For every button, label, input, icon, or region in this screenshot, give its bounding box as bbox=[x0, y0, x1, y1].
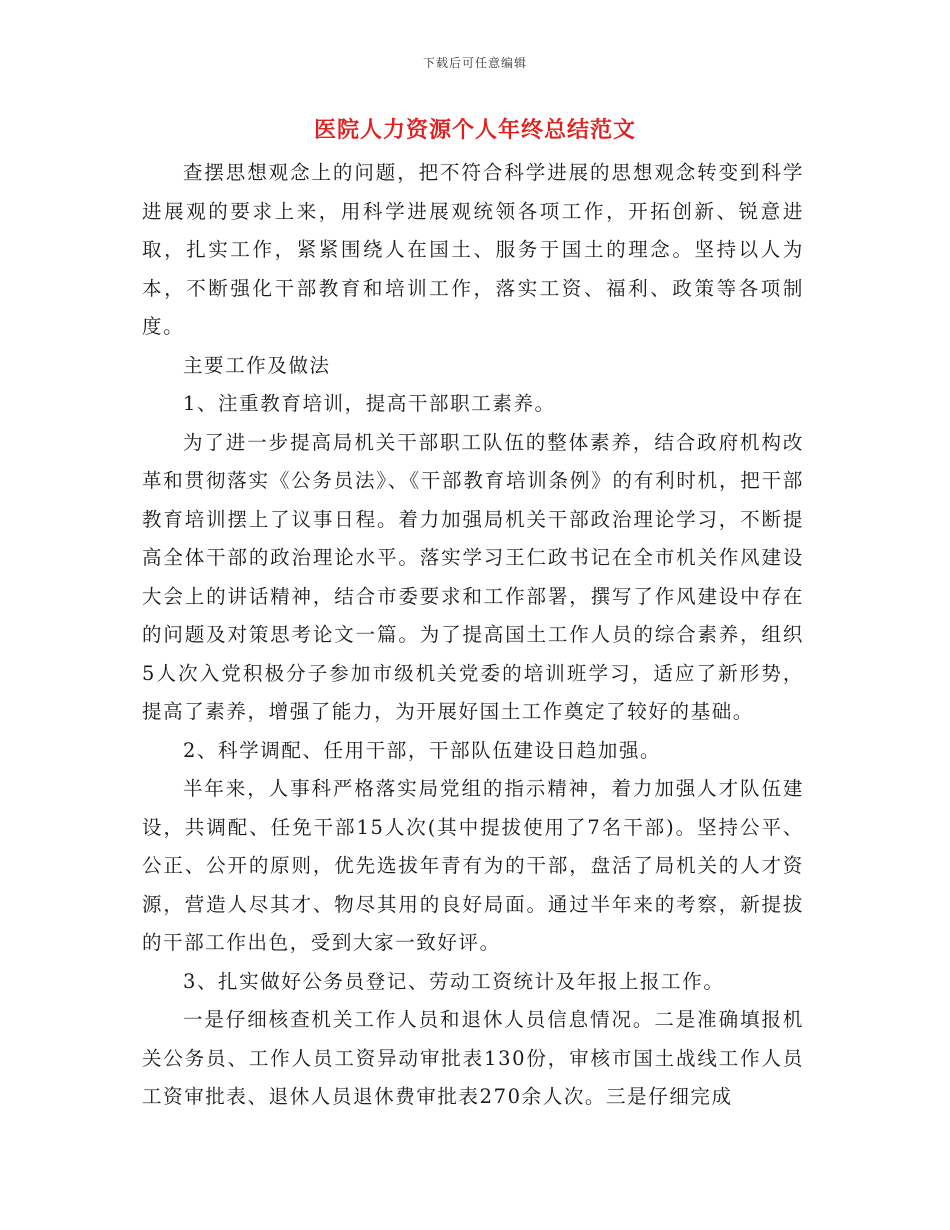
paragraph: 一是仔细核查机关工作人员和退休人员信息情况。二是准确填报机关公务员、工作人员工资异动审批表130份，审核市国土战线工作人员工资审批表、退休人员退休费审批表270余人次。三是仔细完成 bbox=[142, 1008, 804, 1108]
section-heading: 主要工作及做法 bbox=[182, 353, 331, 377]
header-note: 下载后可任意编辑 bbox=[422, 56, 527, 70]
subsection-heading: 1、注重教育培训，提高干部职工素养。 bbox=[182, 392, 556, 415]
document-title: 医院人力资源个人年终总结范文 bbox=[313, 117, 636, 143]
paragraph: 查摆思想观念上的问题，把不符合科学进展的思想观念转变到科学进展观的要求上来，用科学进展观统领各项工作，开拓创新、锐意进取，扎实工作，紧紧围绕人在国土、服务于国土的理念。坚持以人为本，不断强化干部教育和培训工作，落实工资、福利、政策等各项制度。 bbox=[142, 161, 804, 338]
subsection-heading: 2、科学调配、任用干部，干部队伍建设日趋加强。 bbox=[182, 738, 662, 762]
subsection-heading: 3、扎实做好公务员登记、劳动工资统计及年报上报工作。 bbox=[182, 969, 725, 993]
document-body bbox=[142, 154, 804, 1117]
paragraph: 为了进一步提高局机关干部职工队伍的整体素养，结合政府机构改革和贯彻落实《公务员法》、《干部教育培训条例》的有利时机，把干部教育培训摆上了议事日程。着力加强局机关干部政治理论学习，不断提高全体干部的政治理论水平。落实学习王仁政书记在全市机关作风建设大会上的讲话精神，结合市委要求和工作部署，撰写了作风建设中存在的问题及对策思考论文一篇。为了提高国土工作人员的综合素养，组织5人次入党积极分子参加市级机关党委的培训班学习，适应了新形势，提高了素养，增强了能力，为开展好国土工作奠定了较好的基础。 bbox=[142, 430, 804, 723]
paragraph: 半年来，人事科严格落实局党组的指示精神，着力加强人才队伍建设，共调配、任免干部15人次(其中提拔使用了7名干部)。坚持公平、公正、公开的原则，优先选拔年青有为的干部，盘活了局机关的人才资源，营造人尽其才、物尽其用的良好局面。通过半年来的考察，新提拔的干部工作出色，受到大家一致好评。 bbox=[142, 777, 804, 954]
